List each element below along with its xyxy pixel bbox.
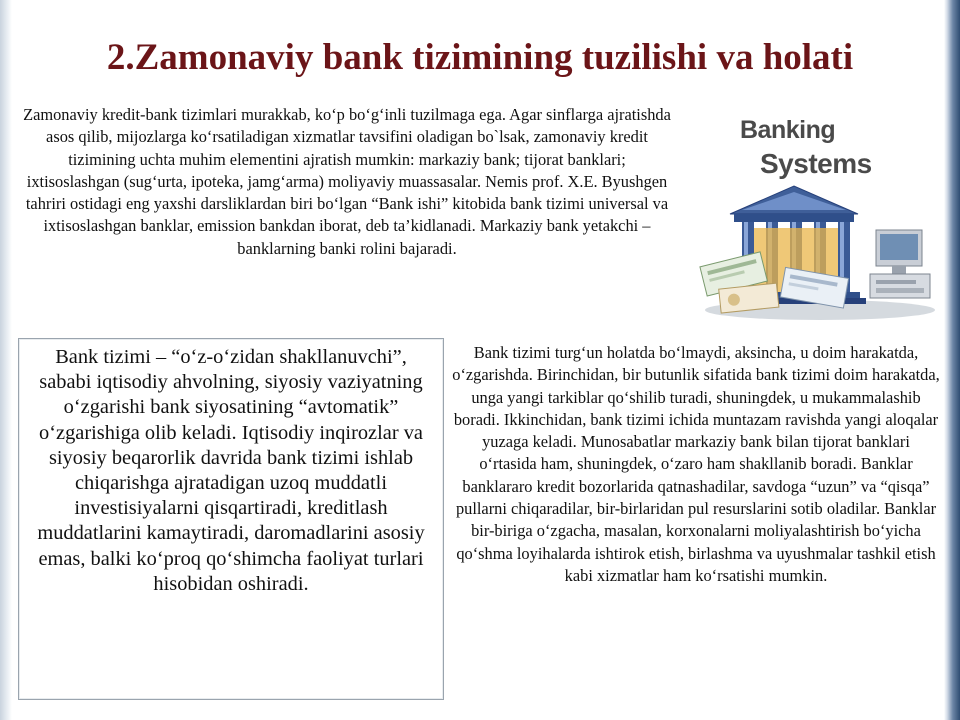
right-paragraph: Bank tizimi turg‘un holatda bo‘lmaydi, aksincha, u doim harakatda, o‘zgarishda. Birinchidan, bir butunlik sifatida bank tizimi doim harakatda, unga yangi tarkiblar qo‘shilib turadi, shuningdek, u mukammalashib boradi. Ikkinchidan, bank tizimi ichida muntazam ravishda yangi aloqalar yuzaga keladi. Munosabatlar markaziy bank bilan tijorat banklari o‘rtasida ham, shuningdek, o‘zaro ham shakllanib boradi. Banklar banklararo kredit bozorlarida qatnashadilar, savdoga “uzun” va “qisqa” pullarni chiqaradilar, bir-birlaridan pul resurslarini sotib oladilar. Banklar bir-biriga o‘zgacha, masalan, korxonalarni moliyalashtirish bo‘yicha qo‘shma loyihalarda ishtirok etish, birlashma va uyushmalar tashkil etish kabi xizmatlar ham ko‘rsatishi mumkin. — [452, 343, 940, 585]
boxed-paragraph: Bank tizimi – “o‘z-o‘zidan shakllanuvchi”, sababi iqtisodiy ahvolning, siyosiy vaziyatning o‘zgarishi bank siyosatining “avtomatik” o‘zgarishiga olib keladi. Iqtisodiy inqirozlar va siyosiy beqarorlik davrida bank tizimi ishlab chiqarishga ajratadigan uzoq muddatli investisiyalarni qisqartiradi, kreditlash muddatlarini kamaytiradi, daromadlarini asosiy emas, balki ko‘proq qo‘shimcha faoliyat turlari hisobidan oshiradi. — [37, 346, 425, 595]
slide-title: 2.Zamonaviy bank tizimining tuzilishi va holati — [106, 37, 854, 78]
bank-building-with-money-icon — [690, 110, 940, 325]
banking-systems-logo — [690, 110, 940, 325]
logo-line-2: Systems — [760, 148, 872, 179]
highlight-text-box — [18, 338, 444, 700]
intro-paragraph: Zamonaviy kredit-bank tizimlari murakkab, ko‘p bo‘g‘inli tuzilmaga ega. Agar sinflarga ajratishda asos qilib, mijozlarga ko‘rsatiladigan xizmatlar tavsifini oladigan bo`lsak, zamonaviy kredit tizimining uchta muhim elementini ajratish mumkin: markaziy bank; tijorat banklari; ixtisoslashgan (sug‘urta, ipoteka, jamg‘arma) moliyaviy muassasalar. Nemis prof. X.E. Byushgen tahriri ostidagi eng yaxshi darsliklardan biri bo‘lgan “Bank ishi” kitobida bank tizimi universal va ixtisoslashgan banklar, emission bankdan iborat, deb ta’kidlanadi. Markaziy bank yetakchi – banklarning banki rolini bajaradi. — [23, 105, 671, 258]
right-edge-decoration — [944, 0, 960, 720]
logo-line-1: Banking — [740, 116, 836, 144]
left-edge-decoration — [0, 0, 12, 720]
